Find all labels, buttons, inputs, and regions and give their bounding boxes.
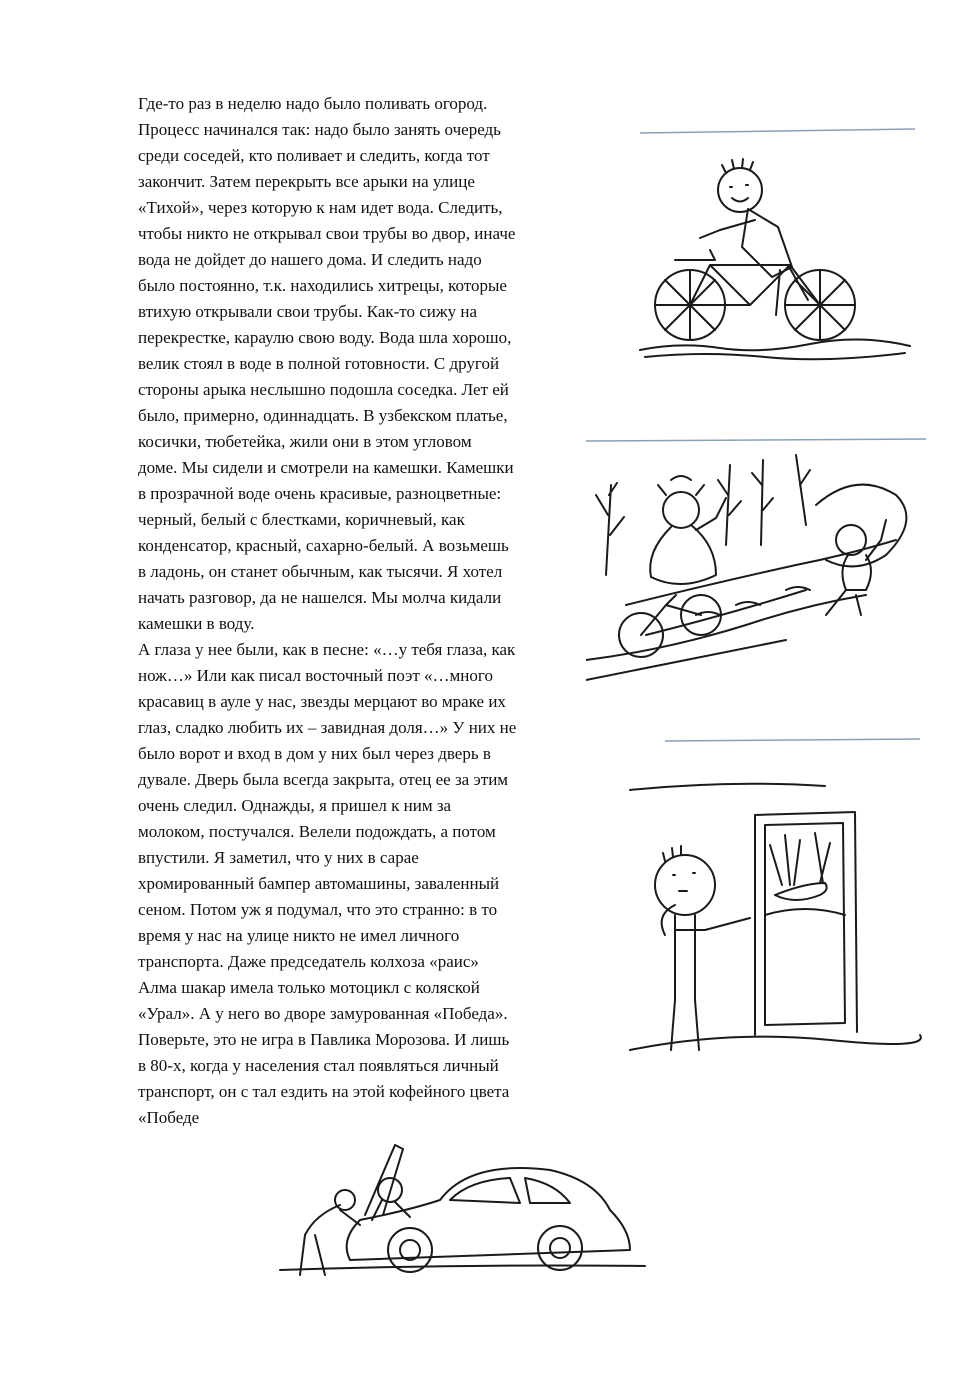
text-line: сеном. Потом уж я подумал, что это странно: в то <box>138 900 498 919</box>
text-line: нож…» Или как писал восточный поэт «…много <box>138 666 493 685</box>
text-line: А глаза у нее были, как в песне: «…у тебя глаза, как <box>138 640 516 659</box>
text-line: красавиц в ауле у нас, звезды мерцают во мраке их <box>138 692 506 711</box>
text-line: доме. Мы сидели и смотрели на камешки. Камешки <box>138 458 514 477</box>
text-line: среди соседей, кто поливает и следить, когда тот <box>138 146 490 165</box>
text-line: «Тихой», через которую к нам идет вода. Следить, <box>138 198 503 217</box>
text-line: начать разговор, да не нашелся. Мы молча кидали <box>138 588 502 607</box>
text-line: было, примерно, одиннадцать. В узбекском платье, <box>138 406 508 425</box>
text-line: транспорта. Даже председатель колхоза «раис» <box>138 952 479 971</box>
text-line: косички, тюбетейка, жили они в этом угловом <box>138 432 472 451</box>
text-line: в 80-х, когда у населения стал появляться личный <box>138 1056 499 1075</box>
text-line: камешки в воду. <box>138 614 255 633</box>
text-line: чтобы никто не открывал свои трубы во двор, иначе <box>138 224 516 243</box>
text-line: «Урал». А у него во дворе замурованная «Победа». <box>138 1004 508 1023</box>
text-line: вода не дойдет до нашего дома. И следить надо <box>138 250 482 269</box>
text-line: очень следил. Однажды, я пришел к ним за <box>138 796 452 815</box>
text-line: глаз, сладко любить их – завидная доля…» У них не <box>138 718 517 737</box>
text-line: в прозрачной воде очень красивые, разноцветные: <box>138 484 502 503</box>
kids-by-stream-illustration <box>586 435 926 690</box>
text-line: перекрестке, караулю свою воду. Вода шла хорошо, <box>138 328 512 347</box>
text-line: хромированный бампер автомашины, заваленный <box>138 874 500 893</box>
text-line: стороны арыка неслышно подошла соседка. Лет ей <box>138 380 509 399</box>
text-line: Где-то раз в неделю надо было поливать огород. <box>138 94 488 113</box>
text-line: черный, белый с блестками, коричневый, как <box>138 510 465 529</box>
text-line: Поверьте, это не игра в Павлика Морозова. И лишь <box>138 1030 510 1049</box>
text-line: время у нас на улице никто не имел личного <box>138 926 460 945</box>
text-line: в ладонь, он станет обычным, как тысячи. Я хотел <box>138 562 503 581</box>
text-line: впустили. Я заметил, что у них в сарае <box>138 848 419 867</box>
text-line: транспорт, он с тал ездить на этой кофейного цвета <box>138 1082 510 1101</box>
text-line: было ворот и вход в дом у них был через дверь в <box>138 744 491 763</box>
text-line: конденсатор, красный, сахарно-белый. А возьмешь <box>138 536 509 555</box>
text-line: молоком, постучался. Велели подождать, а потом <box>138 822 496 841</box>
text-line: втихую открывали свои трубы. Как-то сижу на <box>138 302 478 321</box>
story-text <box>138 91 598 1131</box>
text-line: дувале. Дверь была всегда закрыта, отец ее за этим <box>138 770 509 789</box>
boy-at-door-illustration <box>625 735 925 1060</box>
text-line: велик стоял в воде в полной готовности. С другой <box>138 354 500 373</box>
text-line: Процесс начинался так: надо было занять очередь <box>138 120 501 139</box>
pobeda-car-illustration <box>270 1140 650 1280</box>
text-line: Алма шакар имела только мотоцикл с коляской <box>138 978 480 997</box>
text-line: было постоянно, т.к. находились хитрецы, которые <box>138 276 507 295</box>
text-line: «Победе <box>138 1108 200 1127</box>
text-line: закончит. Затем перекрыть все арыки на улице <box>138 172 475 191</box>
bicycle-rider-illustration <box>630 95 930 385</box>
